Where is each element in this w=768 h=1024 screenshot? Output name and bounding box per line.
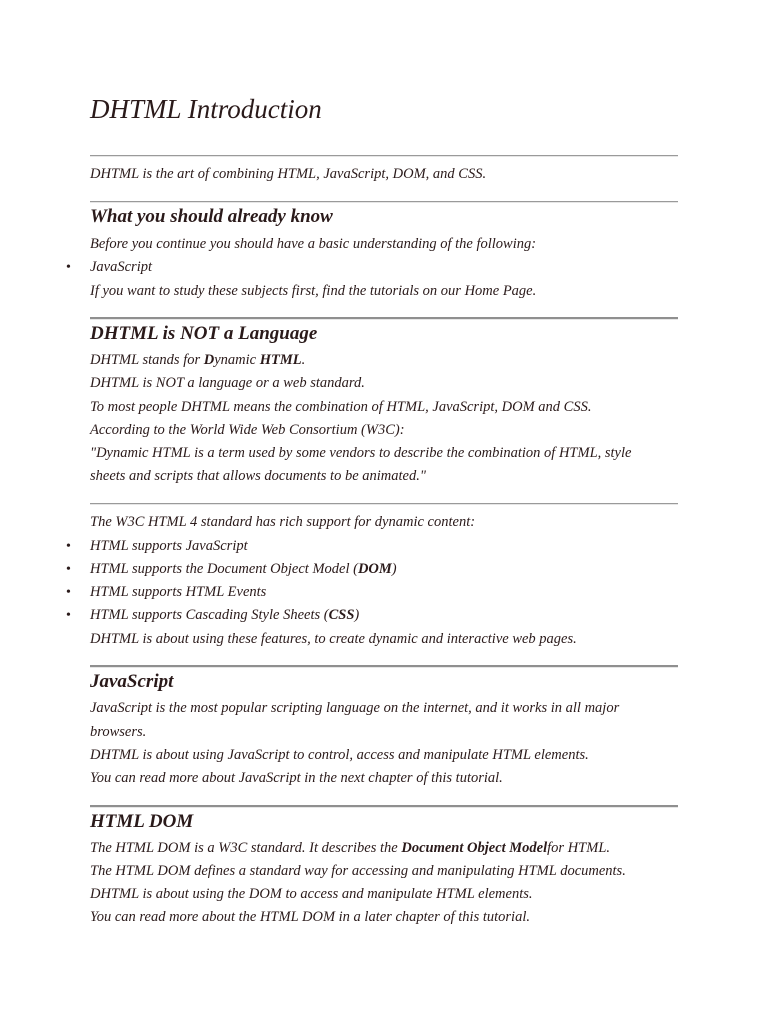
list-item — [66, 581, 267, 604]
divider — [90, 665, 678, 668]
list-item — [66, 535, 248, 558]
bold-text: D — [203, 352, 215, 368]
dom-line-1 — [90, 837, 610, 860]
list-item-label: HTML supports HTML Events — [90, 584, 267, 600]
js-line-3: DHTML is about using JavaScript to control, access and manipulate HTML elements. — [90, 747, 589, 763]
divider — [90, 201, 678, 203]
bullet-icon: • — [66, 260, 71, 275]
bold-text: Document Object Model — [401, 840, 548, 856]
section-heading-javascript: JavaScript — [90, 671, 174, 692]
list-item-label: HTML supports JavaScript — [90, 538, 248, 554]
section-heading-know: What you should already know — [90, 206, 333, 227]
divider — [90, 155, 678, 157]
bold-text: HTML — [259, 352, 302, 368]
text: The HTML DOM is a W3C standard. It describes the — [90, 840, 402, 856]
dom-line-3: DHTML is about using the DOM to access and manipulate HTML elements. — [90, 886, 533, 902]
bullet-icon: • — [66, 608, 71, 623]
dom-line-2: The HTML DOM defines a standard way for accessing and manipulating HTML documents. — [90, 863, 626, 879]
bullet-icon: • — [66, 562, 71, 577]
text: for HTML. — [547, 840, 611, 856]
text: ) — [354, 607, 360, 623]
js-line-1: JavaScript is the most popular scripting language on the internet, and it works in all major — [90, 700, 620, 716]
divider — [90, 503, 678, 505]
notlang-line-1 — [90, 349, 305, 372]
bullet-icon: • — [66, 585, 71, 600]
text: ynamic — [214, 352, 260, 368]
know-note: If you want to study these subjects first, find the tutorials on our Home Page. — [90, 283, 537, 299]
w3c-lead: The W3C HTML 4 standard has rich support for dynamic content: — [90, 514, 476, 530]
bullet-icon: • — [66, 539, 71, 554]
list-item — [66, 604, 360, 627]
text: HTML supports Cascading Style Sheets ( — [90, 607, 329, 623]
notlang-line-4: According to the World Wide Web Consortium (W3C): — [90, 422, 405, 438]
bold-text: CSS — [328, 607, 355, 623]
quote-line-1: "Dynamic HTML is a term used by some vendors to describe the combination of HTML, style — [90, 445, 632, 461]
list-item-label: JavaScript — [90, 259, 153, 275]
quote-line-2: sheets and scripts that allows documents to be animated." — [90, 468, 426, 484]
list-item — [66, 256, 153, 279]
text: DHTML stands for — [90, 352, 204, 368]
text: HTML supports the Document Object Model ( — [90, 561, 358, 577]
intro-text: DHTML is the art of combining HTML, JavaScript, DOM, and CSS. — [90, 166, 487, 182]
bold-text: DOM — [357, 561, 392, 577]
section-heading-html-dom: HTML DOM — [90, 811, 194, 832]
know-lead: Before you continue you should have a basic understanding of the following: — [90, 236, 537, 252]
divider — [90, 805, 678, 808]
dom-line-4: You can read more about the HTML DOM in a later chapter of this tutorial. — [90, 909, 530, 925]
text: ) — [391, 561, 397, 577]
list-item — [66, 558, 397, 581]
section-heading-not-language: DHTML is NOT a Language — [90, 323, 318, 344]
divider — [90, 317, 678, 320]
js-line-2: browsers. — [90, 724, 147, 740]
page-title: DHTML Introduction — [90, 94, 322, 124]
js-line-4: You can read more about JavaScript in the next chapter of this tutorial. — [90, 770, 503, 786]
w3c-outro: DHTML is about using these features, to create dynamic and interactive web pages. — [90, 631, 577, 647]
notlang-line-3: To most people DHTML means the combination of HTML, JavaScript, DOM and CSS. — [90, 399, 592, 415]
notlang-line-2: DHTML is NOT a language or a web standard. — [90, 375, 365, 391]
text: . — [301, 352, 306, 368]
